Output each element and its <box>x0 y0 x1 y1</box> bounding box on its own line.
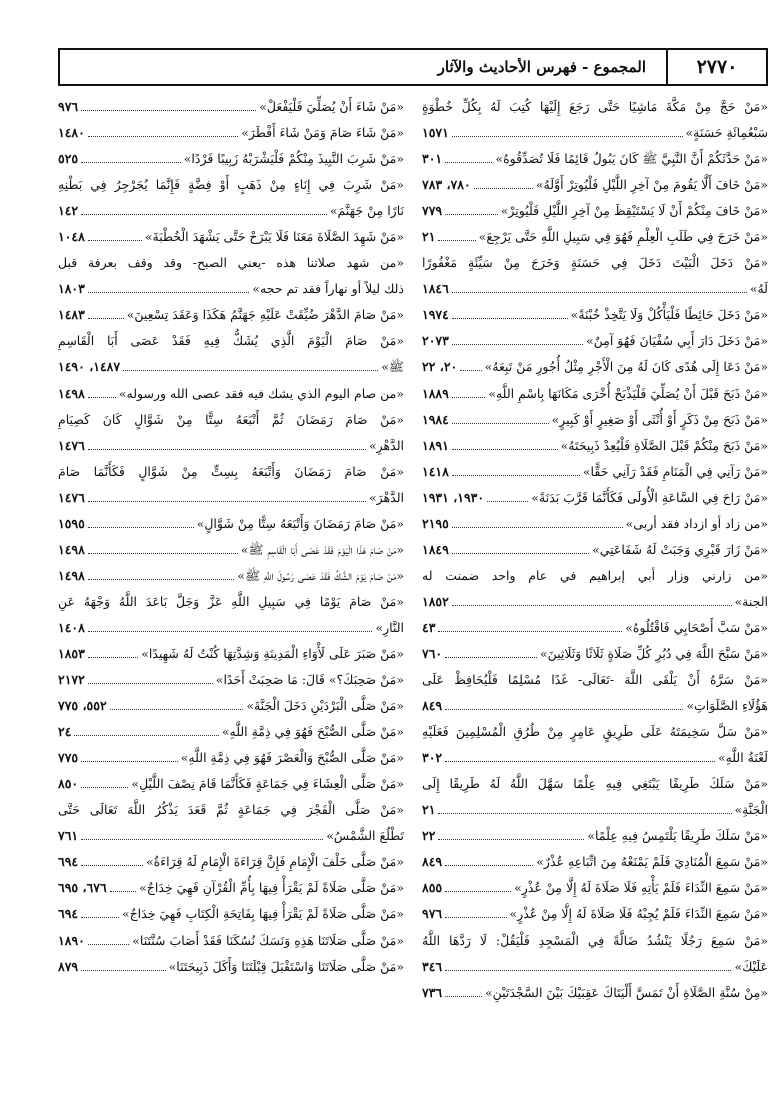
entry-page-number: ٤٣ <box>422 619 436 635</box>
dot-leader <box>438 805 731 814</box>
entry-text: «مَنْ سَلَكَ طَرِيقًا يَبْتَغِي فِيهِ عِلْمًا سَهَّلَ اللَّهُ لَهُ طَرِيقًا إِلَى <box>422 776 768 792</box>
index-entry <box>58 224 404 250</box>
entry-page-number: ٣٠١ <box>422 151 443 167</box>
entry-text: «مَنْ صَلَّى صَلَاةً لَمْ يَقْرَأْ فِيهَا بِأُمِّ الْقُرْآنِ فَهِيَ خِدَاجٌ» <box>139 880 404 896</box>
entry-text: الجنة» <box>734 593 768 609</box>
index-entry <box>58 563 404 589</box>
index-entry-continued <box>58 328 404 354</box>
right-column <box>422 94 768 1084</box>
dot-leader <box>438 623 622 632</box>
dot-leader <box>452 467 580 476</box>
dot-leader <box>445 988 482 997</box>
index-entry <box>58 823 404 849</box>
dot-leader <box>88 649 138 658</box>
entry-text: «مَنْ صَبَرَ عَلَى لَأْوَاءِ الْمَدِينَةِ وَشِدَّتِهَا كُنْتُ لَهُ شَهِيدًا» <box>141 645 404 661</box>
index-entry <box>58 433 404 459</box>
index-entry-continued <box>422 667 768 693</box>
dot-leader <box>445 962 731 971</box>
entry-page-number: ١٥٩٥ <box>58 515 85 531</box>
index-entry <box>58 146 404 172</box>
entry-text: «مَنْ شَاءَ أَنْ يُصَلِّيَ فَلْيَفْعَلْ» <box>259 99 404 114</box>
entry-page-number: ٦٩٤ <box>58 854 79 870</box>
entry-page-number: ٣٤٦ <box>422 958 443 974</box>
index-entry <box>422 954 768 980</box>
entry-text: الدَّهْرِ» <box>369 437 404 453</box>
entry-page-number: ١٩٧٤ <box>422 307 449 323</box>
index-entry-continued <box>58 589 404 615</box>
entry-text: تَطْلُعَ الشَّمْسُ» <box>326 828 404 844</box>
entry-text: لَعْنَةُ اللَّهِ» <box>717 750 768 766</box>
index-entry <box>422 849 768 875</box>
index-entry <box>422 980 768 1006</box>
entry-page-number: ٢٠٧٣ <box>422 333 449 349</box>
entry-text: «مَنْ صَلَّى الْبَرْدَيْنِ دَخَلَ الْجَنَّةَ» <box>246 698 404 714</box>
entry-text: «مِنْ سُنَّةِ الصَّلَاةِ أَنْ تَمَسَّ أَلْيَتَاكَ عَقِبَيْكَ بَيْنَ السَّجْدَتَيْنِ» <box>484 984 768 1000</box>
dot-leader <box>487 493 528 502</box>
entry-text: «مَنْ سَلَّ سَخِيمَتَهُ عَلَى طَرِيقٍ عَامِرٍ مِنْ طُرُقِ الْمُسْلِمِينَ فَعَلَيْهِ <box>422 724 768 740</box>
entry-page-number: ١٩٨٤ <box>422 411 449 427</box>
entry-page-number: ٢١٩٥ <box>422 515 449 531</box>
dot-leader <box>452 310 568 319</box>
dot-leader <box>452 545 589 554</box>
page-number: ٢٧٧٠ <box>666 50 766 84</box>
dot-leader <box>88 441 366 450</box>
entry-text: ذلك ليلاً أو نهاراً فقد تم حجه» <box>252 281 404 297</box>
entry-page-number: ١٥٧١ <box>422 125 449 141</box>
entry-text: «مَنْ ذَبَحَ مِنْكُمْ قَبْلَ الصَّلَاةِ فَلْيُعِدْ ذَبِيحَتَهُ» <box>560 437 768 453</box>
entry-page-number: ٧٦٠ <box>422 645 443 661</box>
dot-leader <box>110 701 244 710</box>
index-entry <box>422 901 768 927</box>
entry-page-number: ١٨٠٣ <box>58 281 85 297</box>
dot-leader <box>88 936 129 945</box>
index-entry <box>422 302 768 328</box>
index-entry <box>58 745 404 771</box>
index-entry-continued <box>422 94 768 120</box>
entry-text: «من صام اليوم الذي يشك فيه فقد عصى الله ورسوله» <box>118 385 404 401</box>
index-entry <box>422 615 768 641</box>
entry-page-number: ٣٠٢ <box>422 750 443 766</box>
entry-text: «مَنْ صَامَ يَوْمَ الشَّكِّ فَقَدْ عَصَى رَسُولَ اللَّهِ ﷺ» <box>237 567 404 583</box>
entry-text: نَارًا مِنْ جَهَنَّمَ» <box>329 203 404 219</box>
index-entry-continued <box>58 459 404 485</box>
dot-leader <box>452 128 683 137</box>
entry-text: «مَنْ صَامَ رَمَضَانَ وَأَتْبَعَهُ سِتًّا مِنْ شَوَّالٍ» <box>196 515 404 531</box>
entry-page-number: ٨٤٩ <box>422 698 443 714</box>
dot-leader <box>81 753 178 762</box>
entry-text: سَبْعُمِائَةِ حَسَنَةٍ» <box>685 125 768 141</box>
entry-page-number: ١٤١٨ <box>422 463 449 479</box>
index-entry <box>422 589 768 615</box>
dot-leader <box>438 232 475 241</box>
dot-leader <box>88 519 194 528</box>
dot-leader <box>452 284 747 293</box>
index-entry <box>422 381 768 407</box>
dot-leader <box>445 206 498 215</box>
index-entry <box>58 511 404 537</box>
entry-text: هَؤُلَاءِ الصَّلَوَاتِ» <box>686 698 768 714</box>
index-entry <box>422 198 768 224</box>
dot-leader <box>445 701 683 710</box>
entry-page-number: ٩٧٦ <box>422 906 443 922</box>
index-entry <box>422 354 768 380</box>
entry-text: «من زارني وزار أبي إبراهيم في عام واحد ضمنت له <box>422 567 768 583</box>
entry-text: «مَنْ دَخَلَ الْبَيْتَ دَخَلَ فِي حَسَنَةٍ وَخَرَجَ مِنْ سَيِّئَةٍ مَغْفُورًا <box>422 255 768 271</box>
index-entry <box>422 172 768 198</box>
dot-leader <box>88 675 213 684</box>
entry-text: «مَنْ شَاءَ صَامَ وَمَنْ شَاءَ أَفْطَرَ» <box>241 125 404 141</box>
dot-leader <box>88 128 238 137</box>
dot-leader <box>445 883 511 892</box>
entry-text: «مَنْ رَآنِي فِي الْمَنَامِ فَقَدْ رَآنِي حَقًّا» <box>582 463 768 479</box>
entry-text: «مَنْ صَامَ رَمَضَانَ وَأَتْبَعَهُ بِسِتٍّ مِنْ شَوَّالٍ فَكَأَنَّمَا صَامَ <box>58 463 404 479</box>
index-entry <box>422 328 768 354</box>
entry-text: «مَنْ سَلَكَ طَرِيقًا يَلْتَمِسُ فِيهِ عِلْمًا» <box>587 828 768 844</box>
index-entry <box>58 928 404 954</box>
entry-text: «مَنْ سَبَّ أَصْحَابِي فَاقْتُلُوهُ» <box>625 619 768 635</box>
entry-page-number: ١٤٧٦ <box>58 489 85 505</box>
entry-page-number: ٨٧٩ <box>58 958 79 974</box>
index-entry <box>58 693 404 719</box>
entry-text: «مَنْ صَلَّى خَلْفَ الْإِمَامِ فَإِنَّ قِرَاءَةَ الْإِمَامِ لَهُ قِرَاءَةٌ» <box>146 854 404 870</box>
entry-page-number: ٢٤ <box>58 724 72 740</box>
entry-text: «مَنْ صَامَ هَذَا الْيَوْمَ فَقَدْ عَصَى أَبَا الْقَاسِمِ ﷺ» <box>240 541 404 557</box>
entry-text: «مَنْ صَحِبَكَ؟» قَالَ: مَا صَحِبَتْ أَحَدًا» <box>215 672 404 688</box>
entry-text: عَلَيْكَ» <box>734 958 768 974</box>
dot-leader <box>452 597 732 606</box>
index-entry-continued <box>422 250 768 276</box>
entry-page-number: ١٨٩١ <box>422 437 449 453</box>
entry-text: «مَنْ صَامَ الدَّهْرَ ضُيِّقَتْ عَلَيْهِ جَهَنَّمُ هَكَذَا وَعَقَدَ تِسْعِينَ» <box>126 307 404 323</box>
entry-page-number: ١٤٧٦ <box>58 437 85 453</box>
index-entry <box>58 849 404 875</box>
entry-text: لَهُ» <box>749 281 768 297</box>
dot-leader <box>81 909 119 918</box>
index-entry <box>58 276 404 302</box>
dot-leader <box>88 571 234 580</box>
index-entry <box>58 198 404 224</box>
page-title: المجموع - فهرس الأحاديث والآثار <box>437 58 646 76</box>
entry-page-number: ٢١٧٢ <box>58 672 85 688</box>
entry-page-number: ٩٧٦ <box>58 99 79 114</box>
dot-leader <box>110 883 136 892</box>
dot-leader <box>445 753 715 762</box>
dot-leader <box>123 362 378 371</box>
index-columns <box>58 94 768 1084</box>
index-entry <box>58 901 404 927</box>
page-header <box>58 48 768 86</box>
index-entry <box>58 537 404 563</box>
entry-text: «مَنْ صَلَّى صَلَاتَنَا هَذِهِ وَنَسَكَ نُسُكَنَا فَقَدْ أَصَابَ سُنَّتَنَا» <box>132 932 404 948</box>
entry-text: «مَنْ خَرَجَ فِي طَلَبِ الْعِلْمِ فَهُوَ فِي سَبِيلِ اللَّهِ حَتَّى يَرْجِعَ» <box>478 229 768 245</box>
entry-text: «مَنْ خَافَ أَلَّا يَقُومَ مِنْ آخِرِ اللَّيْلِ فَلْيُوتِرْ أَوَّلَهُ» <box>535 177 768 193</box>
entry-page-number: ٧٧٥ <box>58 750 79 766</box>
dot-leader <box>88 284 249 293</box>
entry-page-number: ١٨٥٢ <box>422 593 449 609</box>
entry-page-number: ١٨٤٩ <box>422 541 449 557</box>
entry-text: «مَنْ شَرِبَ فِي إِنَاءٍ مِنْ ذَهَبٍ أَوْ فِضَّةٍ فَإِنَّمَا يُجَرْجِرُ فِي بَطْنِهِ <box>58 177 404 193</box>
dot-leader <box>81 102 256 111</box>
index-entry <box>58 771 404 797</box>
entry-page-number: ٧٦١ <box>58 828 79 844</box>
entry-page-number: ٢٠، ٢٢ <box>422 359 458 375</box>
dot-leader <box>445 857 533 866</box>
entry-page-number: ١٤٢ <box>58 203 79 219</box>
index-entry <box>422 276 768 302</box>
index-entry <box>58 641 404 667</box>
entry-page-number: ٥٢٥ <box>58 151 79 167</box>
dot-leader <box>88 493 366 502</box>
entry-page-number: ١٤٩٨ <box>58 541 85 557</box>
index-entry-continued <box>58 172 404 198</box>
entry-page-number: ١٤٨٧، ١٤٩٠ <box>58 359 121 375</box>
entry-text: ﷺ» <box>381 359 404 375</box>
index-entry <box>422 407 768 433</box>
dot-leader <box>452 415 549 424</box>
entry-text: «مَنْ حَجَّ مِنْ مَكَّةَ مَاشِيًا حَتَّى رَجَعَ إِلَيْهَا كُتِبَ لَهُ بِكُلِّ خُطْوَةٍ <box>422 99 768 114</box>
entry-page-number: ١٤٩٨ <box>58 567 85 583</box>
dot-leader <box>445 909 506 918</box>
dot-leader <box>452 519 623 528</box>
index-entry <box>58 485 404 511</box>
dot-leader <box>474 180 533 189</box>
dot-leader <box>88 623 373 632</box>
entry-text: «مَنْ دَخَلَ حَائِطًا فَلْيَأْكُلْ وَلَا يَتَّخِذْ خُبْنَةً» <box>570 307 768 323</box>
index-entry <box>58 667 404 693</box>
entry-text: «مَنْ رَاحَ فِي السَّاعَةِ الْأُولَى فَكَأَنَّمَا قَرَّبَ بَدَنَةً» <box>531 489 768 505</box>
dot-leader <box>81 831 323 840</box>
index-entry <box>422 459 768 485</box>
index-entry-continued <box>58 797 404 823</box>
entry-page-number: ١٨٥٣ <box>58 645 85 661</box>
dot-leader <box>438 831 584 840</box>
entry-text: «مَنْ ذَبَحَ قَبْلَ أَنْ يُصَلِّيَ فَلْيَذْبَحْ أُخْرَى مَكَانَهَا بِاسْمِ اللَّهِ» <box>488 385 768 401</box>
dot-leader <box>88 310 124 319</box>
index-entry <box>422 146 768 172</box>
entry-text: «مَنْ دَخَلَ دَارَ أَبِي سُفْيَانَ فَهُوَ آمِنٌ» <box>586 333 768 349</box>
index-entry <box>58 302 404 328</box>
entry-text: «مَنْ صَامَ رَمَضَانَ ثُمَّ أَتْبَعَهُ سِتًّا مِنْ شَوَّالٍ كَانَ كَصِيَامِ <box>58 411 404 427</box>
entry-text: «مَنْ صَلَّى صَلَاتَنَا وَاسْتَقْبَلَ قِبْلَتَنَا وَأَكَلَ ذَبِيحَتَنَا» <box>168 958 404 974</box>
entry-text: «مَنْ صَامَ يَوْمًا فِي سَبِيلِ اللَّهِ عَزَّ وَجَلَّ بَاعَدَ اللَّهُ وَجْهَهُ عَنِ <box>58 593 404 609</box>
entry-page-number: ٢١ <box>422 802 436 818</box>
entry-text: «مَنْ صَلَّى الصُّبْحَ وَالْعَصْرَ فَهُوَ فِي ذِمَّةِ اللَّهِ» <box>180 750 404 766</box>
entry-text: «مَنْ خَافَ مِنْكُمْ أَنْ لَا يَسْتَيْقِظَ مِنْ آخِرِ اللَّيْلِ فَلْيُوتِرْ» <box>500 203 768 219</box>
entry-text: «مَنْ صَلَّى الْعِشَاءَ فِي جَمَاعَةٍ فَكَأَنَّمَا قَامَ نِصْفَ اللَّيْلِ» <box>131 776 404 792</box>
index-entry <box>422 641 768 667</box>
entry-text: «مَنْ صَلَّى الصُّبْحَ فَهُوَ فِي ذِمَّةِ اللَّهِ» <box>221 724 404 740</box>
index-entry-continued <box>422 719 768 745</box>
index-entry-continued <box>58 407 404 433</box>
entry-page-number: ١٠٤٨ <box>58 229 85 245</box>
dot-leader <box>88 545 238 554</box>
entry-text: «مَنْ سَمِعَ رَجُلًا يَنْشُدُ ضَالَّةً فِي الْمَسْجِدِ فَلْيَقُلْ: لَا رَدَّهَا اللَّهُ <box>422 932 768 948</box>
entry-text: «مَنْ صَلَّى الْفَجْرَ فِي جَمَاعَةٍ ثُمَّ قَعَدَ يَذْكُرُ اللَّهَ تَعَالَى حَتَّى <box>58 802 404 818</box>
entry-text: «مَنْ سَبَّحَ اللَّهَ فِي دُبُرِ كُلِّ صَلَاةٍ ثَلَاثًا وَثَلَاثِينَ» <box>539 645 768 661</box>
dot-leader <box>452 336 583 345</box>
index-entry <box>422 537 768 563</box>
index-entry <box>58 875 404 901</box>
index-entry <box>58 719 404 745</box>
dot-leader <box>81 154 181 163</box>
entry-page-number: ٦٩٤ <box>58 906 79 922</box>
index-entry <box>58 120 404 146</box>
entry-text: «من شهد صلاتنا هذه -يعني الصبح- وقد وقف بعرفة قبل <box>58 255 404 271</box>
dot-leader <box>445 154 492 163</box>
entry-page-number: ١٨٩٠ <box>58 932 85 948</box>
index-entry <box>422 485 768 511</box>
dot-leader <box>88 232 142 241</box>
entry-text: «مَنْ حَدَّثَكُمْ أَنَّ النَّبِيَّ ﷺ كَانَ يَبُولُ قَائِمًا فَلَا تُصَدِّقُوهُ» <box>495 151 768 167</box>
entry-text: «من زاد أو ازداد فقد أربى» <box>625 515 768 531</box>
entry-text: «مَنْ سَرَّهُ أَنْ يَلْقَى اللَّهَ -تَعَالَى- غَدًا مُسْلِمًا فَلْيُحَافِظْ عَلَى <box>422 672 768 688</box>
index-entry <box>422 511 768 537</box>
entry-page-number: ٨٤٩ <box>422 854 443 870</box>
dot-leader <box>81 206 327 215</box>
index-entry <box>422 120 768 146</box>
dot-leader <box>81 779 128 788</box>
index-entry <box>58 94 404 120</box>
dot-leader <box>81 962 165 971</box>
entry-page-number: ١٤٨٠ <box>58 125 85 141</box>
entry-page-number: ١٤٠٨ <box>58 619 85 635</box>
dot-leader <box>74 727 218 736</box>
left-column <box>58 94 404 1084</box>
entry-page-number: ٨٥٠ <box>58 776 79 792</box>
entry-page-number: ٥٥٢، ٧٧٥ <box>58 698 107 714</box>
index-entry <box>422 433 768 459</box>
entry-text: الْجَنَّةِ» <box>734 802 768 818</box>
entry-text: «مَنْ صَلَّى صَلَاةً لَمْ يَقْرَأْ فِيهَا بِفَاتِحَةِ الْكِتَابِ فَهِيَ خِدَاجٌ» <box>121 906 404 922</box>
entry-page-number: ٨٥٥ <box>422 880 443 896</box>
index-entry <box>58 954 404 980</box>
index-entry <box>58 354 404 380</box>
entry-text: «مَنْ ذَبَحَ مِنْ ذَكَرٍ أَوْ أُنْثَى أَوْ صَغِيرٍ أَوْ كَبِيرٍ» <box>551 411 768 427</box>
entry-page-number: ١٤٨٣ <box>58 307 85 323</box>
entry-text: «مَنْ سَمِعَ النِّدَاءَ فَلَمْ يَأْتِهِ فَلَا صَلَاةَ لَهُ إِلَّا مِنْ عُذْرٍ» <box>514 880 768 896</box>
entry-page-number: ١٨٨٩ <box>422 385 449 401</box>
index-entry-continued <box>422 771 768 797</box>
index-entry <box>422 797 768 823</box>
entry-text: «مَنْ شَرِبَ النَّبِيذَ مِنْكُمْ فَلْيَشْرَبْهُ زَبِيبًا فَرْدًا» <box>183 151 404 167</box>
index-entry <box>422 745 768 771</box>
index-entry <box>422 823 768 849</box>
index-entry-continued <box>422 563 768 589</box>
index-entry-continued <box>422 928 768 954</box>
dot-leader <box>460 362 481 371</box>
entry-page-number: ٧٨٠، ٧٨٣ <box>422 177 471 193</box>
dot-leader <box>81 857 143 866</box>
entry-text: «مَنْ دَعَا إِلَى هُدًى كَانَ لَهُ مِنَ الْأَجْرِ مِثْلُ أُجُورِ مَنْ تَبِعَهُ» <box>484 359 768 375</box>
index-entry <box>422 875 768 901</box>
entry-text: «مَنْ زَارَ قَبْرِي وَجَبَتْ لَهُ شَفَاعَتِي» <box>592 541 768 557</box>
dot-leader <box>452 441 558 450</box>
entry-text: الدَّهْرَ» <box>369 489 404 505</box>
index-entry <box>58 615 404 641</box>
entry-page-number: ٦٧٦، ٦٩٥ <box>58 880 107 896</box>
entry-text: النَّارِ» <box>375 619 404 635</box>
index-entry <box>58 381 404 407</box>
entry-page-number: ٧٧٩ <box>422 203 443 219</box>
index-entry <box>422 224 768 250</box>
entry-page-number: ٢٢ <box>422 828 436 844</box>
entry-page-number: ٧٣٦ <box>422 984 443 1000</box>
entry-text: «مَنْ شَهِدَ الصَّلَاةَ مَعَنَا فَلَا يَبْرَحْ حَتَّى يَشْهَدَ الْخُطْبَةَ» <box>144 229 404 245</box>
index-entry <box>422 693 768 719</box>
entry-page-number: ١٨٤٦ <box>422 281 449 297</box>
entry-page-number: ٢١ <box>422 229 436 245</box>
entry-text: «مَنْ صَامَ الْيَوْمَ الَّذِي يُشَكُّ فِيهِ فَقَدْ عَصَى أَبَا الْقَاسِمِ <box>58 333 404 349</box>
dot-leader <box>88 389 116 398</box>
entry-page-number: ١٩٣٠، ١٩٣١ <box>422 489 485 505</box>
dot-leader <box>445 649 537 658</box>
entry-text: «مَنْ سَمِعَ النِّدَاءَ فَلَمْ يُجِبْهُ فَلَا صَلَاةَ لَهُ إِلَّا مِنْ عُذْرٍ» <box>509 906 768 922</box>
entry-text: «مَنْ سَمِعَ الْمُنَادِيَ فَلَمْ يَمْنَعْهُ مِنَ اتِّبَاعِهِ عُذْرٌ» <box>536 854 768 870</box>
entry-page-number: ١٤٩٨ <box>58 385 85 401</box>
index-entry-continued <box>58 250 404 276</box>
dot-leader <box>452 389 485 398</box>
